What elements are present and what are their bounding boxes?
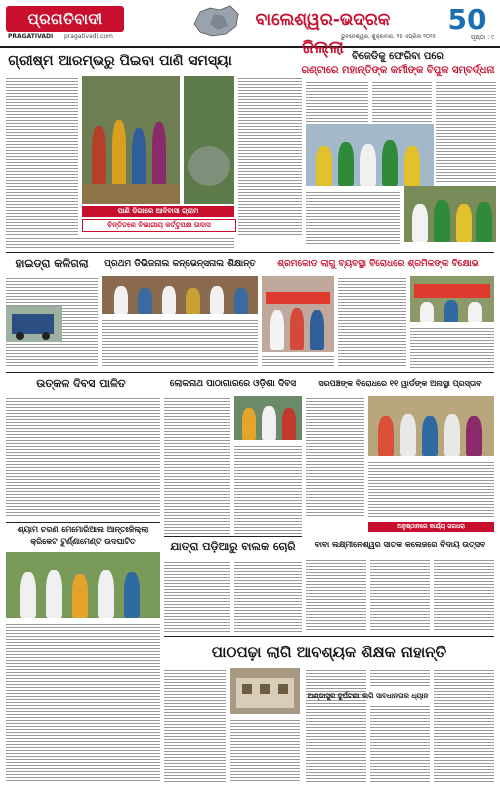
headline-rally: ରଣ୍ଟାରେ ମହାନ୍ତିଙ୍କ କର୍ମୀଙ୍କ ବିପୁଳ ସମ୍ବର୍ଦ୍ଧନା — [301, 65, 495, 76]
article-photo-protest-march — [262, 276, 334, 352]
article-body-column — [306, 396, 364, 518]
anniversary-badge — [440, 2, 494, 36]
article-body-column — [230, 718, 300, 782]
dateline: ଭୁବନେଶ୍ୱର, ଶୁକ୍ରବାର, ୨୫ ଏପ୍ରିଲ ୨୦୨୫ — [340, 34, 436, 40]
article-body-column — [410, 326, 494, 368]
article-body-column — [234, 560, 302, 632]
article-body-column — [306, 558, 366, 632]
article-body-column — [234, 444, 302, 534]
section-divider — [164, 536, 302, 537]
article-body-column — [164, 396, 230, 534]
headline-cricket-1: ଶ୍ୟାମ ଚରଣ ମେମୋରିଆଲ ଆନ୍ତଃଜିଲ୍ଲା — [17, 525, 149, 534]
article-body-column — [368, 460, 494, 518]
article-body-column — [306, 668, 366, 782]
article-photo-truck — [6, 306, 62, 342]
section-divider — [6, 522, 160, 523]
article-body-column — [6, 76, 78, 236]
article-body-column — [6, 236, 234, 250]
photo-caption-banner: ଅନୁଷ୍ଠାନରେ କାର୍ଯ୍ୟ ଜଗଧରା — [368, 522, 494, 532]
article-body-column — [306, 190, 400, 246]
website-url[interactable]: pragativadi.com — [64, 33, 113, 40]
article-body-column — [164, 560, 230, 632]
newspaper-logo[interactable]: ପ୍ରଗତିବାଦୀ — [6, 6, 124, 32]
article-body-column — [370, 558, 430, 632]
headline-labour-protest: ଶ୍ରମକୋଡ ଲାଗୁ ବ୍ୟବସ୍ଥା ବିରୋଧରେ ଶ୍ରମିକଙ୍କ ବିକ୍ଷୋଭ — [277, 259, 479, 269]
article-body-column — [434, 558, 494, 632]
article-photo-rally-crowd — [306, 124, 434, 186]
article-photo-school — [230, 668, 300, 714]
article-body-column — [238, 76, 302, 236]
headline-hydra: ହାଇଡ୍ରା କଳିଗଲା — [15, 257, 89, 270]
article-body-column — [434, 668, 494, 782]
headline-college-farewell: ବାବା ଲକ୍ଷ୍ମୀନେଶ୍ୱର ସାତକ କଲେଜରେ ବିଦାୟ ଉତ୍ସବ — [314, 540, 486, 549]
article-body-column — [6, 396, 160, 518]
article-body-column — [164, 668, 226, 782]
article-photo-protest-banner — [410, 276, 494, 322]
article-body-column — [338, 276, 406, 368]
anniversary-number: 50 — [447, 3, 487, 36]
article-photo-water-source — [184, 76, 234, 204]
section-divider — [6, 372, 494, 373]
headline-no-confidence: ସରପଞ୍ଚଙ୍କ ବିରୋଧରେ ୧୧ ୱାର୍ଡଙ୍କ ଅନାସ୍ଥା ପ୍ରସ୍ତାବ — [318, 379, 482, 388]
headline-cricket-2: କ୍ରିକେଟ ଟୁର୍ଣ୍ଣାମେଣ୍ଟ ଉଦଘାଟିତ — [30, 537, 136, 546]
article-photo-cricket — [6, 552, 160, 618]
article-photo-panchayat — [368, 396, 494, 456]
headline-utkal-dibas: ଉତ୍କଳ ଦିବସ ପାଳିତ — [36, 377, 126, 390]
article-body-column — [370, 704, 430, 782]
article-photo-meeting — [102, 276, 258, 314]
article-body-column — [436, 80, 496, 182]
article-photo-rally-stage — [404, 186, 496, 242]
article-body-column — [102, 318, 258, 368]
article-body-column — [6, 622, 160, 782]
article-body-column — [370, 668, 430, 688]
logo-subtitle: PRAGATIVADI — [8, 33, 54, 40]
headline-accident-caution: ଅଣ୍ଡାସୁର ଦୁର୍ଘଟଣା ଲଗି ସାବଧାନତାର ଧ୍ୟାନ — [307, 692, 429, 700]
headline-water-problem: ଗ୍ରୀଷ୍ମ ଆରମ୍ଭରୁ ପିଇବା ପାଣି ସମସ୍ୟା — [8, 53, 232, 69]
headline-child-theft: ଯାତ୍ରା ପଡ଼ିଆରୁ ବାଲକ ଚୋରି — [170, 540, 296, 553]
photo-caption-sub: ଚିନ୍ତିତରେ ବିଭାଗୀୟ କର୍ତ୍ତୃପକ୍ଷ ଉଦାସ — [82, 219, 236, 232]
article-kicker: ବିଜେଡିକୁ ଫେରିବା ପରେ — [352, 51, 444, 62]
section-divider — [164, 636, 494, 637]
article-photo-villagers — [82, 76, 180, 204]
headline-teacher-shortage: ପାଠପଢ଼ା ଲାଗି ଆବଶ୍ୟକ ଶିକ୍ଷକ ନାହାନ୍ତି — [211, 643, 447, 661]
headline-odisha-day: ଲୋକନାଥ ପାଠାଗାରରେ ଓଡ଼ିଶା ଦିବସ — [169, 379, 297, 389]
region-title: ବାଲେଶ୍ୱର-ଭଦ୍ରକ ଜିଲ୍ଲା — [255, 10, 391, 58]
headline-convention: ପ୍ରଥମ ଡିଭିଜନାଲ କନ୍‌ଭେନ୍‌ସନାଲ ଶିକ୍ଷାନ୍ତ — [104, 259, 256, 269]
article-photo-library-event — [234, 396, 302, 440]
article-body-column — [262, 354, 334, 368]
section-divider — [6, 252, 494, 253]
photo-caption-banner: ପାଣି ଡିଗାରେ ଆଦିବାସୀ ଗ୍ରାମ — [82, 206, 234, 217]
page-number: ପୃଷ୍ଠା : ୯ — [470, 34, 494, 41]
